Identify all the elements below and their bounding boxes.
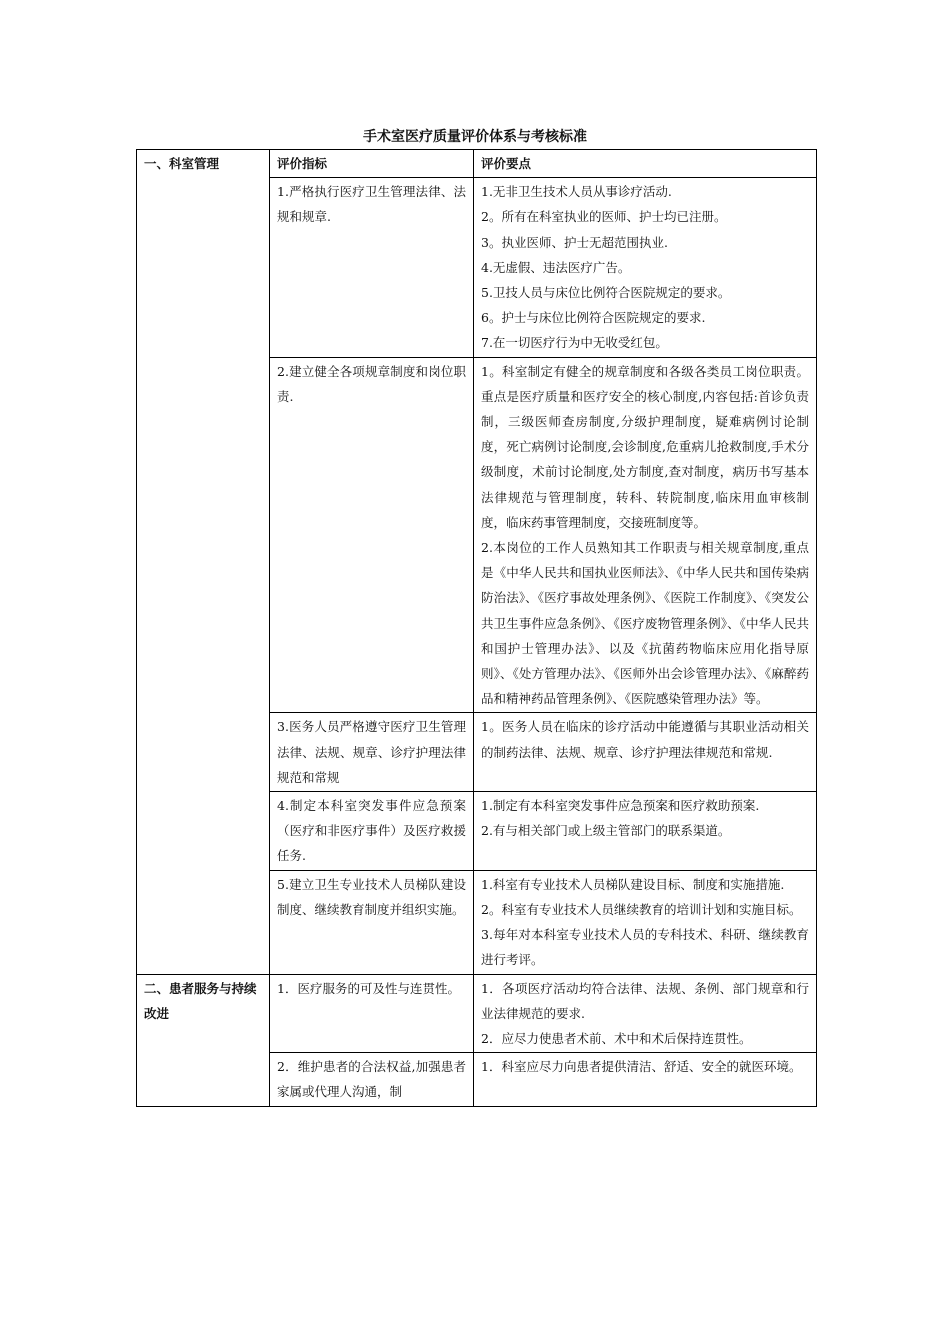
evaluation-point: 2.有与相关部门或上级主管部门的联系渠道。: [481, 823, 731, 839]
points-cell: [474, 974, 817, 1053]
evaluation-point: 3.每年对本科室专业技术人员的专科技术、科研、继续教育进行考评。: [481, 927, 809, 968]
table-row: [137, 974, 817, 1053]
points-cell: [474, 1053, 817, 1106]
indicator-cell: 5.建立卫生专业技术人员梯队建设制度、继续教育制度并组织实施。: [270, 870, 474, 974]
evaluation-point: 4.无虚假、违法医疗广告。: [481, 259, 631, 275]
evaluation-point: 3。执业医师、护士无超范围执业.: [481, 234, 668, 250]
indicator-cell: 2．维护患者的合法权益,加强患者家属或代理人沟通，制: [270, 1053, 474, 1106]
points-cell: [474, 792, 817, 871]
evaluation-point: 2．应尽力使患者术前、术中和术后保持连贯性。: [481, 1030, 752, 1046]
indicator-cell: 1.严格执行医疗卫生管理法律、法规和规章.: [270, 178, 474, 357]
evaluation-point: 1。医务人员在临床的诊疗活动中能遵循与其职业活动相关的制药法律、法规、规章、诊疗护理法律规范和常规.: [481, 719, 809, 760]
points-column-header: 评价要点: [474, 150, 817, 178]
evaluation-point: 7.在一切医疗行为中无收受红包。: [481, 335, 668, 351]
evaluation-point: 1．科室应尽力向患者提供清洁、舒适、安全的就医环境。: [481, 1059, 802, 1075]
category-cell-1: 一、科室管理: [137, 150, 270, 975]
indicator-column-header: 评价指标: [270, 150, 474, 178]
table-header-row: [137, 150, 817, 178]
evaluation-point: 6。护士与床位比例符合医院规定的要求.: [481, 310, 706, 326]
evaluation-point: 1.无非卫生技术人员从事诊疗活动.: [481, 184, 672, 200]
category-cell-2: 二、患者服务与持续改进: [137, 974, 270, 1106]
points-cell: [474, 357, 817, 713]
indicator-cell: 4.制定本科室突发事件应急预案（医疗和非医疗事件）及医疗救援任务.: [270, 792, 474, 871]
indicator-cell: 1．医疗服务的可及性与连贯性。: [270, 974, 474, 1053]
evaluation-point: 1.科室有专业技术人员梯队建设目标、制度和实施措施.: [481, 876, 785, 892]
indicator-cell: 2.建立健全各项规章制度和岗位职责.: [270, 357, 474, 713]
points-cell: [474, 870, 817, 974]
indicator-cell: 3.医务人员严格遵守医疗卫生管理法律、法规、规章、诊疗护理法律规范和常规: [270, 713, 474, 792]
page-title: 手术室医疗质量评价体系与考核标准: [363, 129, 587, 145]
points-cell: [474, 713, 817, 792]
evaluation-point: 2.本岗位的工作人员熟知其工作职责与相关规章制度,重点是《中华人民共和国执业医师法》、《中华人民共和国传染病防治法》、《医疗事故处理条例》、《医院工作制度》、《突发公共卫生事件应急条例》、《医疗废物管理条例》、《中华人民共和国护士管理办法》、以及《抗菌药物临床应用化指导原则》、《处方管理办法》、《医师外出会诊管理办法》、《麻醉药品和精神药品管理条例》、《医院感染管理办法》等。: [481, 540, 809, 707]
evaluation-table: [136, 149, 817, 1107]
points-cell: [474, 178, 817, 357]
evaluation-point: 1。科室制定有健全的规章制度和各级各类员工岗位职责。重点是医疗质量和医疗安全的核心制度,内容包括:首诊负责制，三级医师查房制度,分级护理制度，疑难病例讨论制度，死亡病例讨论制度,会诊制度,危重病儿抢救制度,手术分级制度，术前讨论制度,处方制度,查对制度，病历书写基本法律规范与管理制度，转科、转院制度,临床用血审核制度，临床药事管理制度，交接班制度等。: [481, 363, 809, 530]
evaluation-point: 1．各项医疗活动均符合法律、法规、条例、部门规章和行业法律规范的要求.: [481, 980, 809, 1021]
evaluation-point: 5.卫技人员与床位比例符合医院规定的要求。: [481, 285, 731, 301]
evaluation-point: 1.制定有本科室突发事件应急预案和医疗救助预案.: [481, 798, 760, 814]
evaluation-point: 2。科室有专业技术人员继续教育的培训计划和实施目标。: [481, 901, 802, 917]
evaluation-point: 2。所有在科室执业的医师、护士均已注册。: [481, 209, 727, 225]
